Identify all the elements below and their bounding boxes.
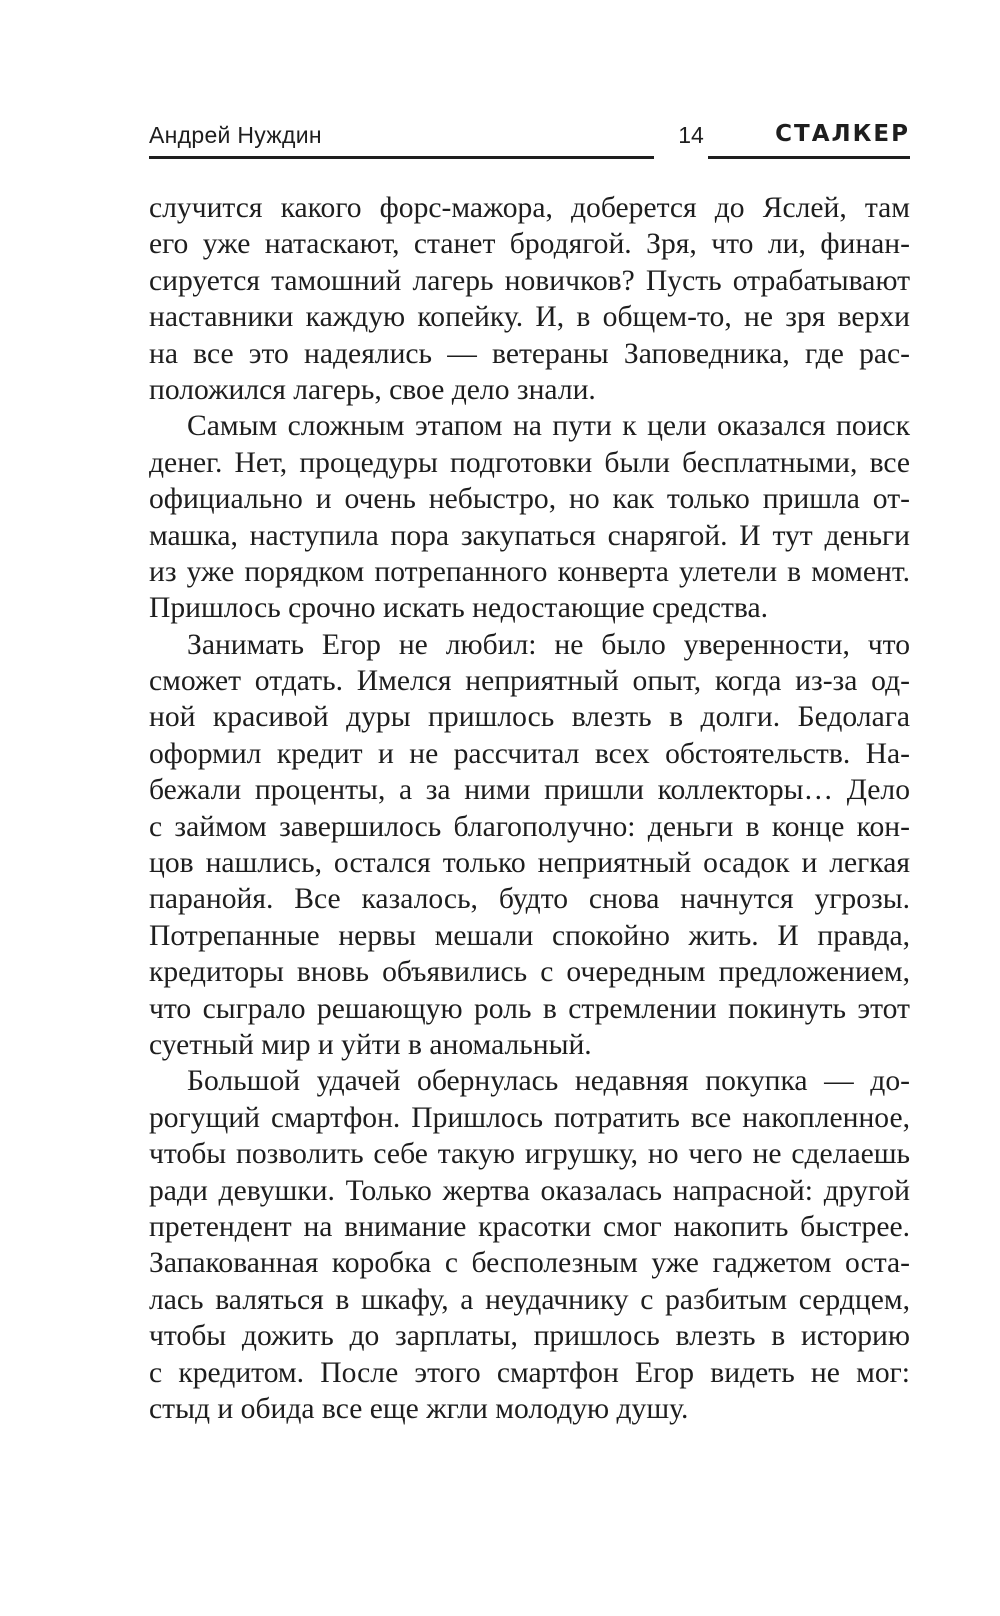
text-line: наставники каждую копейку. И, в общем-то, не зря верхи [149, 301, 910, 334]
book-text [149, 190, 910, 1427]
page-number: 14 [678, 122, 704, 148]
header-rule-left [149, 156, 654, 159]
text-line: бежали проценты, а за ними пришли коллекторы… Дело [149, 774, 910, 807]
header-rule-right [708, 156, 910, 159]
text-line: из уже порядком потрепанного конверта улетели в момент. [149, 555, 910, 588]
text-line: лась валяться в шкафу, а неудачнику с разбитым сердцем, [149, 1283, 910, 1316]
text-line: что сыграло решающую роль в стремлении покинуть этот [149, 992, 910, 1025]
text-line: Занимать Егор не любил: не было уверенности, что [187, 628, 910, 661]
text-line: машка, наступила пора закупаться снарягой. И тут деньги [149, 519, 910, 552]
text-line: Запакованная коробка с бесполезным уже гаджетом оста- [149, 1247, 910, 1280]
text-line: чтобы дожить до зарплаты, пришлось влезть в историю [149, 1320, 910, 1353]
text-line: суетный мир и уйти в аномальный. [149, 1028, 592, 1061]
text-line: его уже натаскают, станет бродягой. Зря, что ли, финан- [149, 228, 910, 261]
text-line: кредиторы вновь объявились с очередным предложением, [149, 956, 910, 989]
text-line: Большой удачей обернулась недавняя покупка — до- [187, 1065, 910, 1098]
text-line: стыд и обида все еще жгли молодую душу. [149, 1392, 689, 1425]
text-line: с кредитом. После этого смартфон Егор видеть не мог: [149, 1356, 910, 1389]
text-line: Самым сложным этапом на пути к цели оказался поиск [187, 410, 910, 443]
text-line: ради девушки. Только жертва оказалась напрасной: другой [149, 1174, 910, 1207]
text-line: цов нашлись, остался только неприятный осадок и легкая [149, 847, 910, 880]
series-title: СТАЛКЕР [775, 121, 910, 147]
text-line: на все это надеялись — ветераны Заповедника, где рас- [149, 337, 910, 370]
text-line: положился лагерь, свое дело знали. [149, 373, 596, 406]
text-line: сможет отдать. Имелся неприятный опыт, когда из-за од- [149, 665, 910, 698]
text-line: Пришлось срочно искать недостающие средства. [149, 592, 769, 625]
text-line: ной красивой дуры пришлось влезть в долги. Бедолага [149, 701, 910, 734]
text-line: случится какого форс-мажора, доберется до Яслей, там [149, 192, 910, 224]
text-line: официально и очень небыстро, но как только пришла от- [149, 483, 910, 516]
text-line: рогущий смартфон. Пришлось потратить все накопленное, [149, 1101, 910, 1134]
text-line: претендент на внимание красотки смог накопить быстрее. [149, 1210, 910, 1243]
text-line: денег. Нет, процедуры подготовки были бесплатными, все [149, 446, 910, 479]
text-line: паранойя. Все казалось, будто снова начнутся угрозы. [149, 883, 910, 916]
text-line: Потрепанные нервы мешали спокойно жить. И правда, [149, 919, 910, 952]
text-line: чтобы позволить себе такую игрушку, но чего не сделаешь [149, 1138, 910, 1171]
running-header [149, 122, 910, 158]
text-line: оформил кредит и не рассчитал всех обстоятельств. На- [149, 737, 910, 770]
author-name: Андрей Нуждин [149, 122, 322, 148]
text-line: сируется тамошний лагерь новичков? Пусть отрабатывают [149, 264, 910, 297]
text-line: с займом завершилось благополучно: деньги в конце кон- [149, 810, 910, 843]
